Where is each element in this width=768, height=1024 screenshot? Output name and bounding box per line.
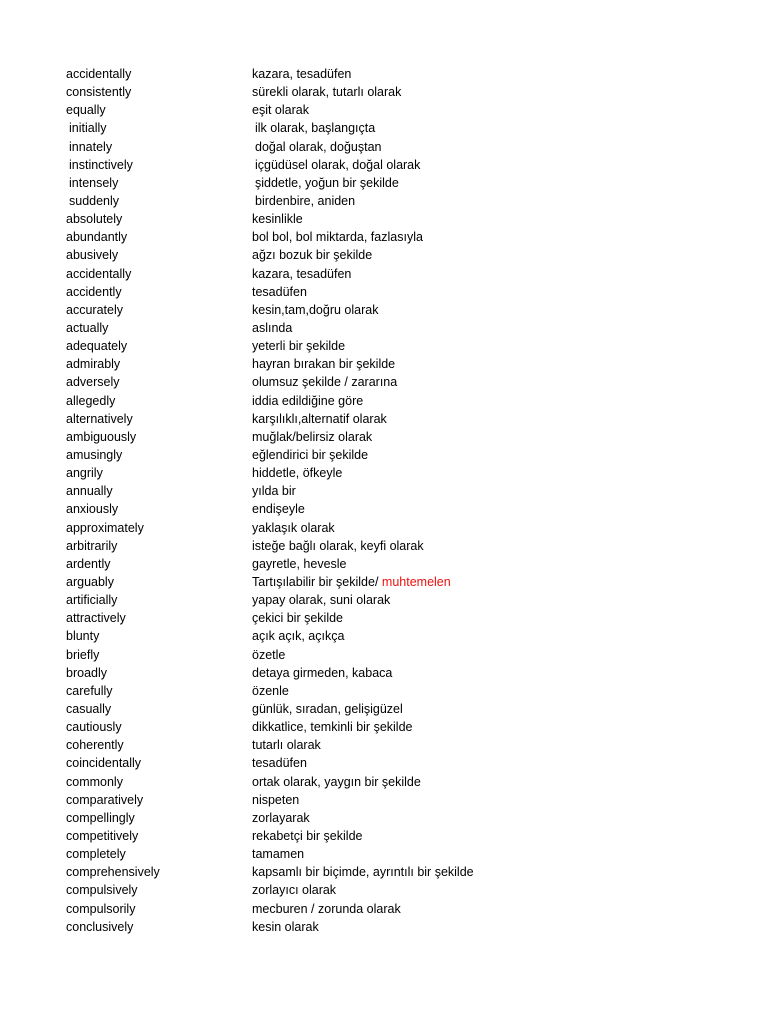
- english-word: actually: [66, 321, 109, 336]
- list-item: [66, 609, 706, 627]
- list-item: [66, 156, 706, 174]
- turkish-meaning: detaya girmeden, kabaca: [252, 665, 393, 680]
- turkish-meaning: zorlayarak: [252, 810, 310, 825]
- english-word: suddenly: [69, 194, 120, 209]
- english-word: completely: [66, 847, 126, 862]
- english-word: innately: [69, 139, 113, 154]
- english-word: angrily: [66, 466, 103, 481]
- english-word: artificially: [66, 593, 118, 608]
- turkish-meaning: açık açık, açıkça: [252, 629, 345, 644]
- list-item: [66, 192, 706, 210]
- english-word: cautiously: [66, 720, 122, 735]
- turkish-meaning: zorlayıcı olarak: [252, 883, 337, 898]
- highlighted-meaning: muhtemelen: [378, 575, 451, 589]
- turkish-meaning: isteğe bağlı olarak, keyfi olarak: [252, 538, 424, 553]
- turkish-meaning: gayretle, hevesle: [252, 556, 347, 571]
- list-item: [66, 754, 706, 772]
- list-item: [66, 482, 706, 500]
- turkish-meaning: mecburen / zorunda olarak: [252, 901, 401, 916]
- english-word: compulsively: [66, 883, 138, 898]
- list-item: [66, 65, 706, 83]
- english-word: initially: [69, 121, 107, 136]
- english-word: abusively: [66, 248, 119, 263]
- list-item: [66, 700, 706, 718]
- english-word: comparatively: [66, 792, 144, 807]
- turkish-meaning: iddia edildiğine göre: [252, 393, 364, 408]
- list-item: [66, 500, 706, 518]
- turkish-meaning: nispeten: [252, 792, 300, 807]
- turkish-meaning: kapsamlı bir biçimde, ayrıntılı bir şekilde: [252, 865, 474, 880]
- turkish-meaning: dikkatlice, temkinli bir şekilde: [252, 720, 413, 735]
- turkish-meaning: rekabetçi bir şekilde: [252, 828, 363, 843]
- english-word: consistently: [66, 85, 132, 100]
- list-item: [66, 392, 706, 410]
- list-item: [66, 228, 706, 246]
- english-word: accidently: [66, 284, 122, 299]
- turkish-meaning: ağzı bozuk bir şekilde: [252, 248, 373, 263]
- turkish-meaning: birdenbire, aniden: [255, 194, 356, 209]
- list-item: [66, 101, 706, 119]
- turkish-meaning: yapay olarak, suni olarak: [252, 593, 391, 608]
- list-item: [66, 283, 706, 301]
- english-word: comprehensively: [66, 865, 160, 880]
- list-item: [66, 319, 706, 337]
- english-word: annually: [66, 484, 113, 499]
- list-item: [66, 246, 706, 264]
- english-word: adversely: [66, 375, 120, 390]
- list-item: [66, 736, 706, 754]
- english-word: accurately: [66, 302, 123, 317]
- turkish-meaning: hayran bırakan bir şekilde: [252, 357, 396, 372]
- english-word: equally: [66, 103, 106, 118]
- list-item: [66, 718, 706, 736]
- list-item: [66, 265, 706, 283]
- english-word: ambiguously: [66, 429, 137, 444]
- list-item: [66, 537, 706, 555]
- turkish-meaning: eğlendirici bir şekilde: [252, 448, 369, 463]
- english-word: carefully: [66, 683, 113, 698]
- list-item: [66, 772, 706, 790]
- english-word: accidentally: [66, 266, 132, 281]
- list-item: [66, 809, 706, 827]
- english-word: arguably: [66, 575, 114, 589]
- turkish-meaning: hiddetle, öfkeyle: [252, 466, 343, 481]
- list-item: [66, 519, 706, 537]
- list-item: [66, 373, 706, 391]
- turkish-meaning: karşılıklı,alternatif olarak: [252, 411, 387, 426]
- list-item: [66, 573, 706, 591]
- list-item: [66, 881, 706, 899]
- list-item: [66, 845, 706, 863]
- turkish-meaning: sürekli olarak, tutarlı olarak: [252, 85, 402, 100]
- list-item: [66, 446, 706, 464]
- turkish-meaning-text: Tartışılabilir bir şekilde/: [252, 575, 379, 589]
- list-item: [66, 918, 706, 936]
- turkish-meaning: tesadüfen: [252, 756, 307, 771]
- turkish-meaning: yeterli bir şekilde: [252, 339, 346, 354]
- turkish-meaning: [252, 573, 706, 591]
- list-item: [66, 119, 706, 137]
- english-word: alternatively: [66, 411, 133, 426]
- list-item: [66, 410, 706, 428]
- list-item: [66, 899, 706, 917]
- list-item: [66, 355, 706, 373]
- vocabulary-list: [66, 65, 706, 936]
- turkish-meaning: bol bol, bol miktarda, fazlasıyla: [252, 230, 423, 245]
- turkish-meaning: özenle: [252, 683, 289, 698]
- english-word: casually: [66, 701, 112, 716]
- english-word: approximately: [66, 520, 144, 535]
- list-item: [66, 682, 706, 700]
- turkish-meaning: kazara, tesadüfen: [252, 266, 352, 281]
- turkish-meaning: içgüdüsel olarak, doğal olarak: [255, 157, 421, 172]
- turkish-meaning: tutarlı olarak: [252, 738, 321, 753]
- turkish-meaning: kesin olarak: [252, 919, 319, 934]
- english-word: amusingly: [66, 448, 123, 463]
- english-word: arbitrarily: [66, 538, 118, 553]
- turkish-meaning: doğal olarak, doğuştan: [255, 139, 382, 154]
- turkish-meaning: aslında: [252, 321, 293, 336]
- english-word: conclusively: [66, 919, 134, 934]
- english-word: competitively: [66, 828, 139, 843]
- turkish-meaning: özetle: [252, 647, 286, 662]
- turkish-meaning: tesadüfen: [252, 284, 307, 299]
- turkish-meaning: endişeyle: [252, 502, 305, 517]
- list-item: [66, 664, 706, 682]
- english-word: coincidentally: [66, 756, 142, 771]
- list-item: [66, 827, 706, 845]
- english-word: allegedly: [66, 393, 116, 408]
- english-word: instinctively: [69, 157, 133, 172]
- turkish-meaning: olumsuz şekilde / zararına: [252, 375, 398, 390]
- turkish-meaning: muğlak/belirsiz olarak: [252, 429, 373, 444]
- list-item: [66, 210, 706, 228]
- list-item: [66, 791, 706, 809]
- english-word: commonly: [66, 774, 123, 789]
- list-item: [66, 83, 706, 101]
- turkish-meaning: günlük, sıradan, gelişigüzel: [252, 701, 403, 716]
- turkish-meaning: çekici bir şekilde: [252, 611, 344, 626]
- english-word: ardently: [66, 556, 111, 571]
- english-word: blunty: [66, 629, 100, 644]
- english-word: anxiously: [66, 502, 119, 517]
- list-item: [66, 646, 706, 664]
- list-item: [66, 464, 706, 482]
- turkish-meaning: tamamen: [252, 847, 305, 862]
- turkish-meaning: yaklaşık olarak: [252, 520, 335, 535]
- english-word: absolutely: [66, 212, 123, 227]
- turkish-meaning: kesinlikle: [252, 212, 303, 227]
- list-item: [66, 301, 706, 319]
- english-word: accidentally: [66, 67, 132, 82]
- list-item: [66, 174, 706, 192]
- list-item: [66, 591, 706, 609]
- english-word: briefly: [66, 647, 100, 662]
- turkish-meaning: ilk olarak, başlangıçta: [255, 121, 376, 136]
- list-item: [66, 337, 706, 355]
- english-word: coherently: [66, 738, 124, 753]
- list-item: [66, 428, 706, 446]
- turkish-meaning: ortak olarak, yaygın bir şekilde: [252, 774, 421, 789]
- english-word: attractively: [66, 611, 126, 626]
- turkish-meaning: şiddetle, yoğun bir şekilde: [255, 175, 399, 190]
- english-word: adequately: [66, 339, 128, 354]
- english-word: abundantly: [66, 230, 128, 245]
- list-item: [66, 138, 706, 156]
- turkish-meaning: yılda bir: [252, 484, 296, 499]
- turkish-meaning: kesin,tam,doğru olarak: [252, 302, 379, 317]
- turkish-meaning: eşit olarak: [252, 103, 309, 118]
- list-item: [66, 627, 706, 645]
- english-word: admirably: [66, 357, 121, 372]
- english-word: compellingly: [66, 810, 135, 825]
- english-word: broadly: [66, 665, 107, 680]
- english-word: compulsorily: [66, 901, 136, 916]
- english-word: intensely: [69, 175, 119, 190]
- list-item: [66, 555, 706, 573]
- turkish-meaning: kazara, tesadüfen: [252, 67, 352, 82]
- list-item: [66, 863, 706, 881]
